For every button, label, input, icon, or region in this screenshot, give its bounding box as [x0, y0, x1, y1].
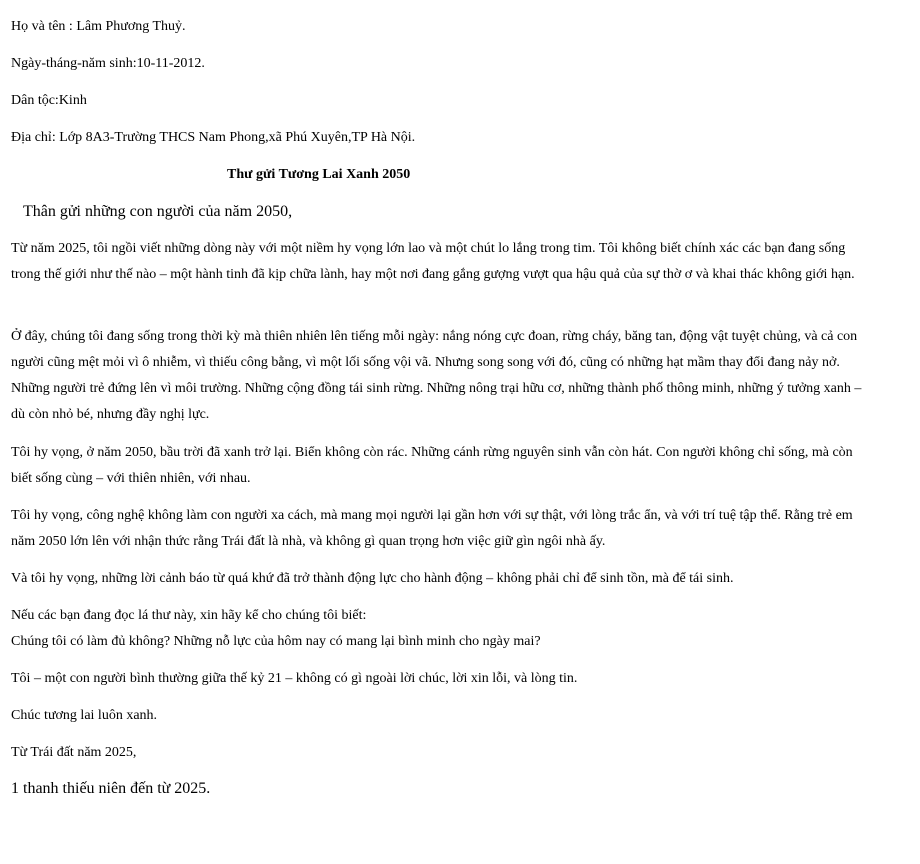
signature: 1 thanh thiếu niên đến từ 2025. [11, 780, 211, 797]
closing-line: Tôi – một con người bình thường giữa thế kỷ 21 – không có gì ngoài lời chúc, lời xin lỗi, và lòng tin. [11, 671, 578, 686]
question: Chúng tôi có làm đủ không? Những nỗ lực của hôm nay có mang lại bình minh cho ngày mai? [11, 634, 541, 649]
paragraph-3: Tôi hy vọng, ở năm 2050, bầu trời đã xanh trở lại. Biển không còn rác. Những cánh rừng nguyên sinh vẫn còn hát. Con người không chỉ sống, mà còn biết sống cùng – với thiên nhiên, với nhau. [11, 445, 853, 486]
date-of-birth: Ngày-tháng-năm sinh:10-11-2012. [11, 56, 205, 71]
salutation: Thân gửi những con người của năm 2050, [23, 203, 293, 220]
address: Địa chỉ: Lớp 8A3-Trường THCS Nam Phong,xã Phú Xuyên,TP Hà Nội. [11, 130, 416, 145]
signoff: Từ Trái đất năm 2025, [11, 745, 137, 760]
ethnicity: Dân tộc:Kinh [11, 93, 87, 108]
letter-title: Thư gửi Tương Lai Xanh 2050 [227, 167, 411, 182]
question-intro: Nếu các bạn đang đọc lá thư này, xin hãy kể cho chúng tôi biết: [11, 608, 367, 623]
paragraph-5: Và tôi hy vọng, những lời cảnh báo từ quá khứ đã trở thành động lực cho hành động – không phải chỉ để sinh tồn, mà để tái sinh. [11, 571, 734, 586]
student-name: Họ và tên : Lâm Phương Thuỷ. [11, 19, 186, 34]
paragraph-1: Từ năm 2025, tôi ngồi viết những dòng này với một niềm hy vọng lớn lao và một chút lo lắng trong tim. Tôi không biết chính xác các bạn đang sống trong thế giới như thế nào – một hành tinh đã kịp chữa lành, hay một nơi đang gắng gượng vượt qua hậu quả của sự thờ ơ và khai thác không giới hạn. [11, 241, 855, 282]
paragraph-4: Tôi hy vọng, công nghệ không làm con người xa cách, mà mang mọi người lại gần hơn với sự thật, với lòng trắc ẩn, và với trí tuệ tập thể. Rằng trẻ em năm 2050 lớn lên với nhận thức rằng Trái đất là nhà, và không gì quan trọng hơn việc giữ gìn ngôi nhà ấy. [11, 508, 853, 549]
paragraph-2: Ở đây, chúng tôi đang sống trong thời kỳ mà thiên nhiên lên tiếng mỗi ngày: nắng nóng cực đoan, rừng cháy, băng tan, động vật tuyệt chủng, và cả con người cũng mệt mỏi vì ô nhiễm, vì thiếu công bằng, vì một lối sống vội vã. Nhưng song song với đó, cũng có những hạt mầm thay đổi đang nảy nở. Những người trẻ đứng lên vì môi trường. Những cộng đồng tái sinh rừng. Những nông trại hữu cơ, những thành phố thông minh, những ý tưởng xanh – dù còn nhỏ bé, nhưng đầy nghị lực. [11, 329, 862, 422]
closing-wish: Chúc tương lai luôn xanh. [11, 708, 158, 723]
